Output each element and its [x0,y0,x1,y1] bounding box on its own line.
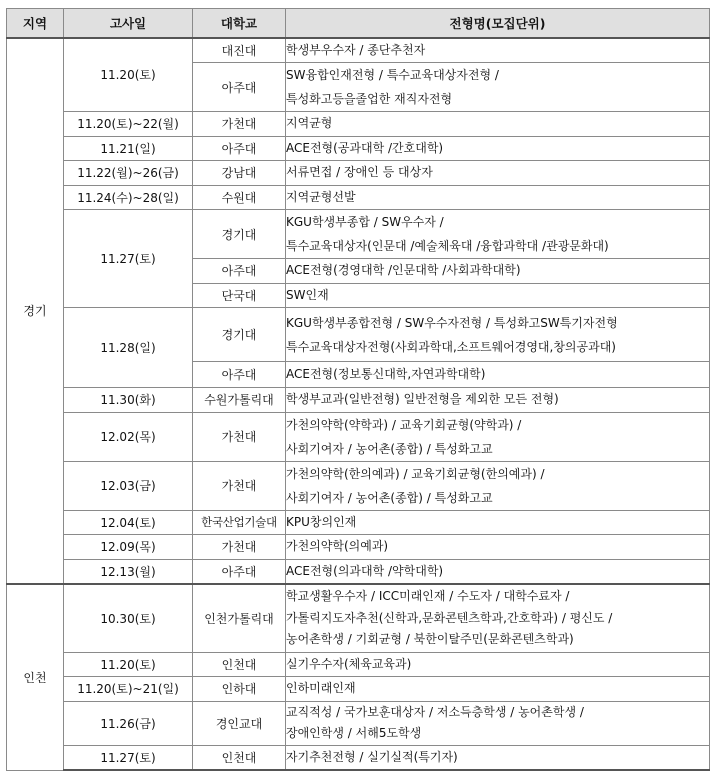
university-cell: 경기대 [193,210,286,259]
admission-type-cell [286,559,710,584]
admission-type-cell [286,677,710,702]
admission-type-cell [286,161,710,186]
table-row [7,652,710,677]
university-cell: 강남대 [193,161,286,186]
admission-type-cell [286,283,710,308]
admission-type-cell [286,461,710,510]
date-cell: 12.13(월) [64,559,193,584]
admission-type-line: 장애인학생 / 서해5도학생 [286,726,422,740]
date-cell: 11.24(수)~28(일) [64,185,193,210]
table-row [7,210,710,259]
admission-type-line: 자기추천전형 / 실기실적(특기자) [286,749,458,764]
university-cell: 경기대 [193,308,286,362]
university-cell: 가천대 [193,112,286,137]
header-university: 대학교 [193,9,286,38]
university-cell: 경인교대 [193,701,286,745]
admission-type-line: SW인재 [286,287,329,302]
admission-type-cell [286,412,710,461]
admission-type-cell [286,362,710,388]
admission-type-line: 사회기여자 / 농어촌(종합) / 특성화고교 [286,490,493,505]
university-cell: 아주대 [193,136,286,161]
admission-type-line: 농어촌학생 / 기회균형 / 북한이탈주민(문화콘텐츠학과) [286,632,574,646]
table-row [7,38,710,63]
university-cell: 인하대 [193,677,286,702]
admission-type-line: 서류면접 / 장애인 등 대상자 [286,165,433,179]
table-row [7,701,710,745]
admission-type-line: ACE전형(의과대학 /약학대학) [286,563,444,578]
region-cell-gyeonggi: 경기 [7,38,64,585]
date-cell: 11.27(토) [64,745,193,770]
header-region: 지역 [7,9,64,38]
university-cell: 아주대 [193,259,286,284]
university-cell: 인천대 [193,745,286,770]
admission-type-line: 학생부우수자 / 종단추천자 [286,42,426,57]
date-cell: 11.22(월)~26(금) [64,161,193,186]
date-cell: 11.20(토) [64,38,193,112]
table-row [7,461,710,510]
date-cell: 11.27(토) [64,210,193,308]
region-cell-incheon: 인천 [7,584,64,770]
admission-type-line: 학교생활우수자 / ICC미래인재 / 수도자 / 대학수료자 / [286,589,570,603]
date-cell: 11.30(화) [64,388,193,413]
university-cell: 인천가톨릭대 [193,584,286,652]
admission-type-line: 특수교육대상자전형(사회과학대,소프트웨어경영대,창의공과대) [286,339,616,354]
admission-type-cell [286,701,710,745]
admission-type-line: ACE전형(경영대학 /인문대학 /사회과학대학) [286,263,521,277]
admission-type-cell [286,185,710,210]
university-cell: 아주대 [193,559,286,584]
university-cell: 가천대 [193,461,286,510]
admission-type-line: ACE전형(공과대학 /간호대학) [286,140,444,155]
admission-type-line: 지역균형 [286,116,333,130]
university-cell: 가천대 [193,535,286,560]
admission-type-line: 특수교육대상자(인문대 /예술체육대 /융합과학대 /관광문화대) [286,239,609,253]
admission-type-line: KGU학생부종합전형 / SW우수자전형 / 특성화고SW특기자전형 [286,315,618,330]
table-row [7,535,710,560]
table-row [7,136,710,161]
date-cell: 12.03(금) [64,461,193,510]
table-row [7,559,710,584]
header-admission-type: 전형명(모집단위) [286,9,710,38]
university-cell: 아주대 [193,362,286,388]
admission-type-cell [286,136,710,161]
admission-type-cell [286,112,710,137]
admission-schedule-table [6,8,710,771]
university-cell: 수원가톨릭대 [193,388,286,413]
date-cell: 12.04(토) [64,510,193,535]
university-cell: 단국대 [193,283,286,308]
university-cell: 한국산업기술대 [193,510,286,535]
admission-type-cell [286,745,710,770]
admission-type-line: KPU창의인재 [286,514,357,529]
admission-type-line: 가천의약학(한의예과) / 교육기회균형(한의예과) / [286,466,545,481]
date-cell: 12.02(목) [64,412,193,461]
admission-type-line: 인하미래인재 [286,681,356,695]
admission-type-line: 가천의약학(약학과) / 교육기회균형(약학과) / [286,417,522,432]
table-row [7,388,710,413]
admission-type-cell [286,38,710,63]
header-date: 고사일 [64,9,193,38]
university-cell: 대진대 [193,38,286,63]
admission-type-cell [286,510,710,535]
university-cell: 인천대 [193,652,286,677]
header-row [7,9,710,38]
admission-type-cell [286,308,710,362]
admission-type-line: 실기우수자(체육교육과) [286,656,412,671]
date-cell: 11.20(토)~22(월) [64,112,193,137]
table-row [7,677,710,702]
admission-type-line: KGU학생부종합 / SW우수자 / [286,215,444,229]
table-row [7,161,710,186]
date-cell: 12.09(목) [64,535,193,560]
table-row [7,745,710,770]
admission-type-line: 가톨릭지도자추천(신학과,문화콘텐츠학과,간호학과) / 평신도 / [286,610,613,625]
admission-type-line: 특성화고등을졸업한 재직자전형 [286,92,453,106]
admission-type-line: 학생부교과(일반전형) 일반전형을 제외한 모든 전형) [286,392,559,406]
admission-type-cell [286,535,710,560]
table-row [7,185,710,210]
admission-type-cell [286,63,710,112]
date-cell: 11.26(금) [64,701,193,745]
table-row [7,584,710,652]
date-cell: 11.28(일) [64,308,193,388]
admission-type-line: 가천의약학(의예과) [286,539,389,553]
admission-type-cell [286,210,710,259]
university-cell: 가천대 [193,412,286,461]
admission-type-line: 사회기여자 / 농어촌(종합) / 특성화고교 [286,441,493,456]
admission-type-cell [286,652,710,677]
date-cell: 11.20(토) [64,652,193,677]
admission-type-line: SW융합인재전형 / 특수교육대상자전형 / [286,68,499,82]
admission-type-cell [286,584,710,652]
date-cell: 10.30(토) [64,584,193,652]
admission-type-line: 지역균형선발 [286,189,356,204]
date-cell: 11.21(일) [64,136,193,161]
admission-type-line: ACE전형(정보통신대학,자연과학대학) [286,366,486,381]
table-row [7,510,710,535]
admission-type-cell [286,259,710,284]
university-cell: 아주대 [193,63,286,112]
table-row [7,412,710,461]
table-row [7,112,710,137]
table-row [7,308,710,362]
admission-type-line: 교직적성 / 국가보훈대상자 / 저소득층학생 / 농어촌학생 / [286,704,584,719]
date-cell: 11.20(토)~21(일) [64,677,193,702]
admission-type-cell [286,388,710,413]
university-cell: 수원대 [193,185,286,210]
